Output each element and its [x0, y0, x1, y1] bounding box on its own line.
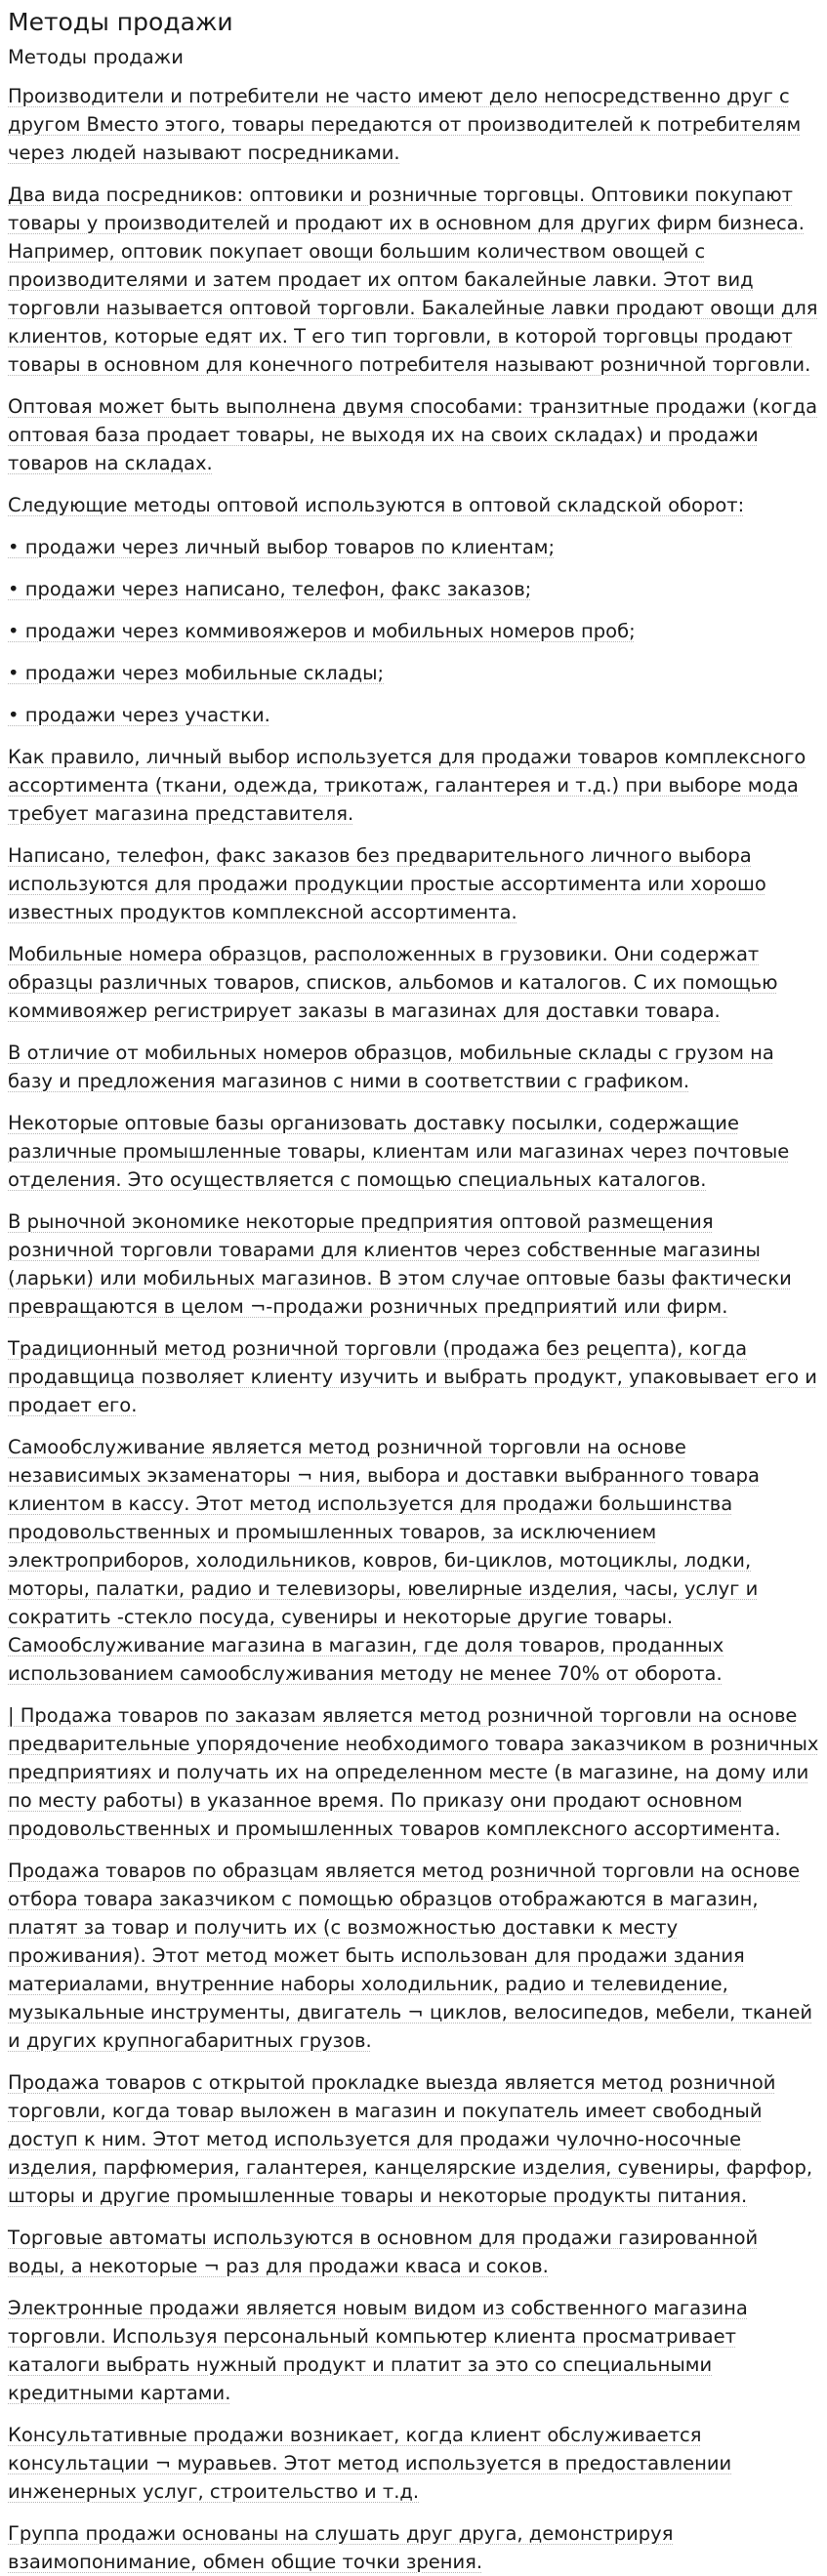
paragraph: В рыночной экономике некоторые предприятия оптовой размещения розничной торговли товарами для клиентов через собственные магазины (ларьки) или мобильных магазинов. В этом случае оптовые базы фактически превращаются в целом ¬-продажи розничных предприятий или фирм. [8, 1210, 792, 1318]
paragraph: Производители и потребители не часто имеют дело непосредственно друг с другом Вместо этого, товары передаются от производителей к потребителям через людей называют посредниками. [8, 85, 802, 164]
paragraph: Оптовая может быть выполнена двумя способами: транзитные продажи (когда оптовая база продает товары, не выходя их на своих складах) и продажи товаров на складах. [8, 395, 818, 474]
paragraph: Торговые автоматы используются в основном для продажи газированной воды, а некоторые ¬ раз для продажи кваса и соков. [8, 2227, 759, 2277]
paragraph: | Продажа товаров по заказам является метод розничной торговли на основе предварительные упорядочение необходимого товара заказчиком в розничных предприятиях и получать их на определенном месте (в магазине, на дому или по месту работы) в указанное время. По приказу они продают основном продовольственных и промышленных товаров комплексного ассортимента. [8, 1704, 819, 1840]
document-body [8, 82, 819, 2576]
list-item: • продажи через личный выбор товаров по клиентам; [8, 536, 556, 558]
paragraph: Группа продажи основаны на слушать друг друга, демонстрируя взаимопонимание, обмен общие точки зрения. [8, 2522, 674, 2573]
paragraph: В отличие от мобильных номеров образцов, мобильные склады с грузом на базу и предложения магазинов с ними в соответствии с графиком. [8, 1042, 774, 1092]
paragraph: Некоторые оптовые базы организовать доставку посылки, содержащие различные промышленные товары, клиентам или магазинах через почтовые отделения. Это осуществляется с помощью специальных каталогов. [8, 1112, 790, 1191]
page-title: Методы продажи [8, 8, 233, 36]
paragraph: Мобильные номера образцов, расположенных в грузовики. Они содержат образцы различных товаров, списков, альбомов и каталогов. С их помощью коммивояжер регистрирует заказы в магазинах для доставки товара. [8, 943, 778, 1022]
paragraph: Два вида посредников: оптовики и розничные торговцы. Оптовики покупают товары у производителей и продают их в основном для других фирм бизнеса. Например, оптовик покупает овощи большим количеством овощей с производителями и затем продает их оптом бакалейные лавки. Этот вид торговли называется оптовой торговли. Бакалейные лавки продают овощи для клиентов, которые едят их. Т его тип торговли, в которой торговцы продают товары в основном для конечного потребителя называют розничной торговли. [8, 184, 818, 376]
paragraph: Написано, телефон, факс заказов без предварительного личного выбора используются для продажи продукции простые ассортимента или хорошо известных продуктов комплексной ассортимента. [8, 844, 766, 923]
list-item: • продажи через участки. [8, 704, 270, 726]
paragraph: Продажа товаров по образцам является метод розничной торговли на основе отбора товара заказчиком с помощью образцов отображаются в магазин, платят за товар и получить их (с возможностью доставки к месту проживания). Этот метод может быть использован для продажи здания материалами, внутренние наборы холодильник, радио и телевидение, музыкальные инструменты, двигатель ¬ циклов, велосипедов, мебели, тканей и других крупногабаритных грузов. [8, 1860, 813, 2052]
list-item: • продажи через мобильные склады; [8, 662, 385, 684]
document-subtitle: Методы продажи [8, 46, 184, 68]
paragraph: Как правило, личный выбор используется для продажи товаров комплексного ассортимента (ткани, одежда, трикотаж, галантерея и т.д.) при выборе мода требует магазина представителя. [8, 746, 806, 825]
paragraph: Самообслуживание является метод розничной торговли на основе независимых экзаменаторы ¬ ния, выбора и доставки выбранного товара клиентом в кассу. Этот метод используется для продажи большинства продовольственных и промышленных товаров, за исключением электроприборов, холодильников, ковров, би-циклов, мотоциклы, лодки, моторы, палатки, радио и телевизоры, ювелирные изделия, часы, услуг и сократить -стекло посуда, сувениры и некоторые другие товары. Самообслуживание магазина в магазин, где доля товаров, проданных использованием самообслуживания методу не менее 70% от оборота. [8, 1436, 760, 1685]
paragraph: Электронные продажи является новым видом из собственного магазина торговли. Используя персональный компьютер клиента просматривает каталоги выбрать нужный продукт и платит за это со специальными кредитными картами. [8, 2297, 748, 2404]
list-item: • продажи через написано, телефон, факс заказов; [8, 578, 532, 600]
list-item: • продажи через коммивояжеров и мобильных номеров проб; [8, 620, 636, 642]
paragraph: Продажа товаров с открытой прокладке выезда является метод розничной торговли, когда товар выложен в магазин и покупатель имеет свободный доступ к ним. Этот метод используется для продажи чулочно-носочные изделия, парфюмерия, галантерея, канцелярские изделия, сувениры, фарфор, шторы и другие промышленные товары и некоторые продукты питания. [8, 2071, 813, 2207]
paragraph: Следующие методы оптовой используются в оптовой складской оборот: [8, 494, 745, 516]
paragraph: Консультативные продажи возникает, когда клиент обслуживается консультации ¬ муравьев. Этот метод используется в предоставлении инженерных услуг, строительство и т.д. [8, 2424, 732, 2503]
paragraph: Традиционный метод розничной торговли (продажа без рецепта), когда продавщица позволяет клиенту изучить и выбрать продукт, упаковывает его и продает его. [8, 1337, 817, 1416]
